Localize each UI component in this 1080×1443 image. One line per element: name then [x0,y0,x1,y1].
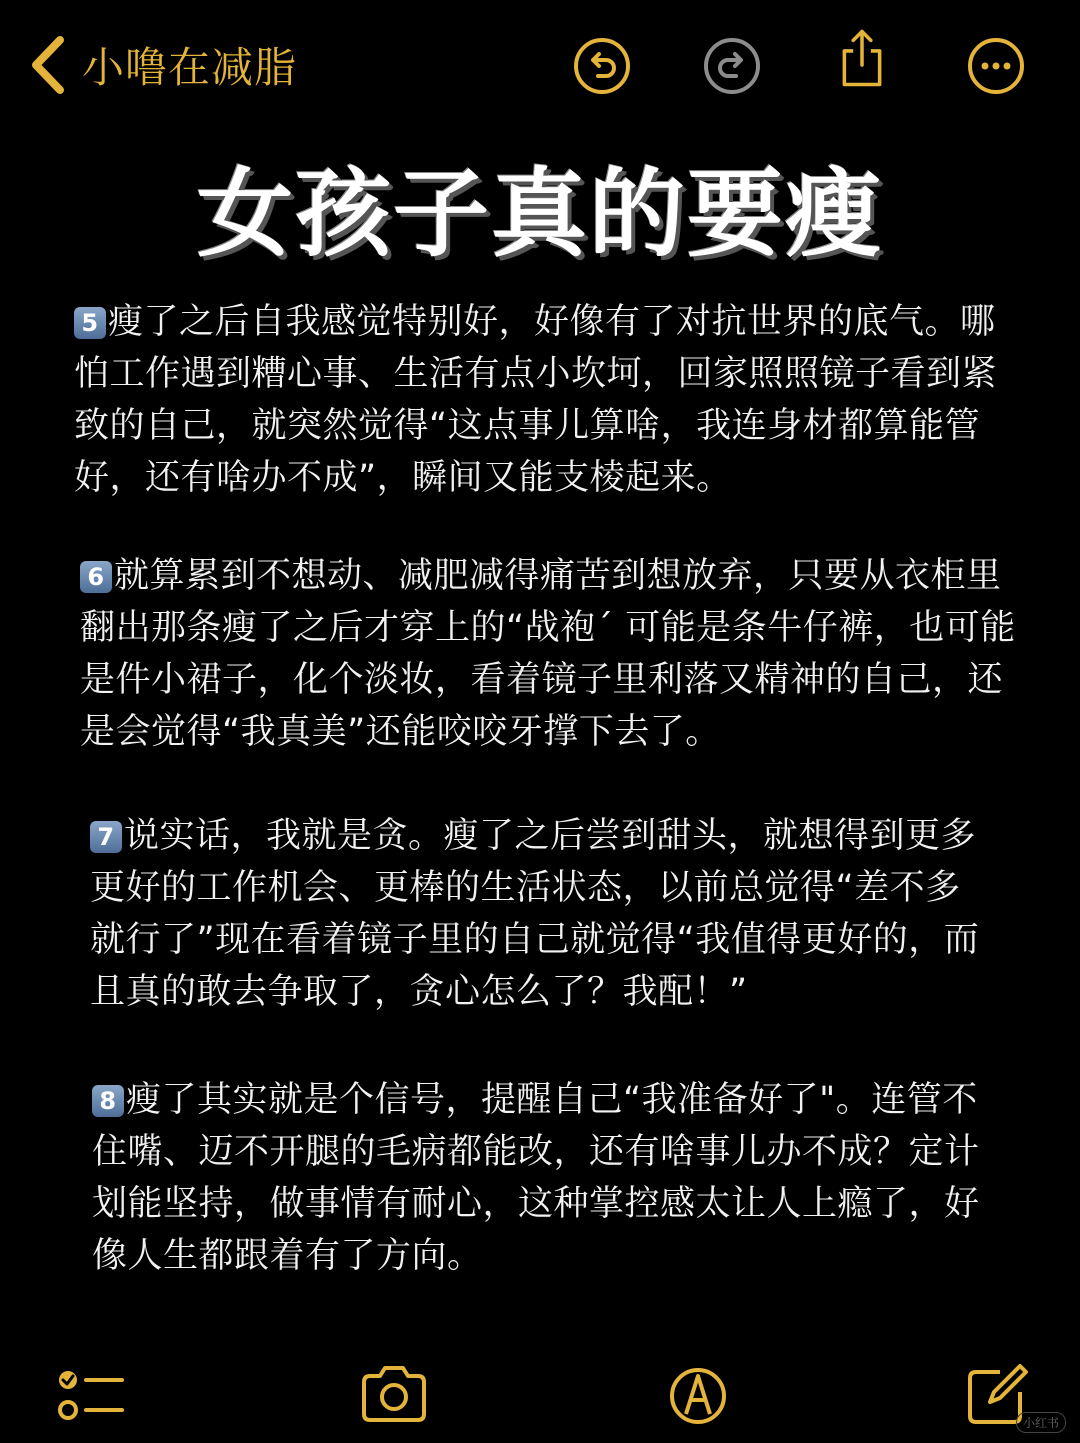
top-navigation-bar [0,0,1080,130]
note-paragraph-8[interactable] [92,1074,992,1282]
note-paragraph-7[interactable] [90,810,990,1018]
note-title[interactable]: 女孩子真的要瘦 [197,158,883,270]
camera-button[interactable] [358,1358,430,1430]
chevron-left-icon [28,34,68,96]
paragraph-text: 瘦了之后自我感觉特别好，好像有了对抗世界的底气。哪怕工作遇到糟心事、生活有点小坎坷，回家照照镜子看到紧致的自己，就突然觉得“这点事儿算啥，我连身材都算能管好，还有啥办不成”，瞬间又能支棱起来。 [74,302,998,498]
paragraph-text: 瘦了其实就是个信号，提醒自己“我准备好了"。连管不住嘴、迈不开腿的毛病都能改，还有啥事儿办不成？定计划能坚持，做事情有耐心，这种掌控感太让人上瘾了，好像人生都跟着有了方向。 [92,1080,980,1276]
undo-button[interactable] [572,36,632,96]
back-label: 小噜在减脂 [82,43,298,92]
back-button[interactable] [28,32,297,98]
note-paragraph-5[interactable] [74,296,1014,504]
checklist-button[interactable] [54,1358,126,1430]
more-icon [966,36,1026,96]
markup-pen-icon [662,1358,734,1430]
markup-button[interactable] [662,1358,734,1430]
checklist-icon [54,1358,126,1430]
keycap-number-badge: 7 [90,821,122,853]
paragraph-text: 就算累到不想动、减肥减得痛苦到想放弃，只要从衣柜里翻出那条瘦了之后才穿上的“战袍´ 可能是条牛仔裤，也可能是件小裙子，化个淡妆，看着镜子里利落又精神的自己，还是会觉得“我真美”还能咬咬牙撑下去了。 [80,556,1016,752]
camera-icon [358,1358,430,1430]
watermark-label: 小红书 [1016,1412,1066,1433]
share-icon [832,28,892,88]
undo-icon [572,36,632,96]
keycap-number-badge: 6 [80,561,112,593]
paragraph-text: 说实话，我就是贪。瘦了之后尝到甜头，就想得到更多更好的工作机会、更棒的生活状态，以前总觉得“差不多就行了”现在看着镜子里的自己就觉得“我值得更好的，而且真的敢去争取了，贪心怎么了？我配！” [90,816,980,1012]
note-paragraph-6[interactable] [80,550,1020,758]
keycap-number-badge: 5 [74,307,106,339]
redo-icon [702,36,762,96]
more-button[interactable] [966,36,1026,96]
share-button[interactable] [832,28,892,96]
redo-button[interactable] [702,36,762,96]
bottom-toolbar [0,1350,1080,1443]
keycap-number-badge: 8 [92,1085,124,1117]
